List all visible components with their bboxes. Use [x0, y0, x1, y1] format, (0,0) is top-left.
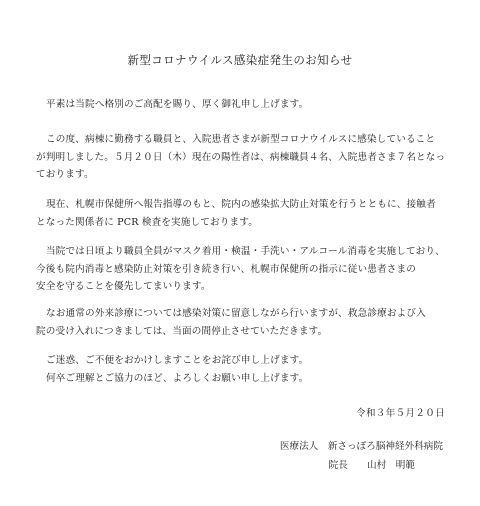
text-line: となった関係者に PCR 検査を実施しております。 [36, 216, 258, 228]
text-line: 今後も院内消毒と感染防止対策を引き続き行い、札幌市保健所の指示に従い患者さまの [36, 263, 417, 275]
text-line: なお通常の外来診療については感染対策に留意しながら行いますが、救急診療および入 [46, 308, 426, 319]
text-line: 平素は当院へ格別のご高配を賜り、厚く御礼申し上げます。 [46, 99, 309, 110]
notice-title: 新型コロナウイルス感染症発生のお知らせ [127, 53, 353, 67]
signature-name: 院長 山村 明範 [328, 460, 415, 471]
text-line: ております。 [36, 169, 94, 180]
paragraph-greeting [36, 96, 444, 114]
notice-date: 令和３年５月２０日 [355, 408, 445, 419]
signature-organization: 医療法人 新さっぽろ脳神経外科病院 [279, 441, 443, 452]
text-line: 安全を守ることを優先してまいります。 [36, 281, 211, 292]
paragraph-apology [36, 352, 444, 387]
text-line: ご迷惑、ご不便をおかけしますことをお詫び申し上げます。 [46, 355, 309, 366]
text-line: 何卒ご理解とご協力のほど、よろしくお願い申し上げます。 [46, 372, 309, 384]
text-line: が判明しました。５月２０日（木）現在の陽性者は、病棟職員４名、入院患者さま７名となっ [36, 151, 446, 163]
text-line: 当院では日頃より職員全員がマスク着用・検温・手洗い・アルコール消毒を実施しており、 [46, 246, 445, 257]
paragraph-outpatient [36, 305, 444, 340]
paragraph-infection-report [36, 131, 444, 184]
paragraph-current-measures [36, 196, 444, 231]
text-line: この度、病棟に勤務する職員と、入院患者さまが新型コロナウイルスに感染していること [46, 134, 436, 145]
text-line: 現在、札幌市保健所へ報告指導のもと、院内の感染拡大防止対策を行うとともに、接触者 [46, 199, 436, 210]
paragraph-prevention [36, 243, 444, 296]
text-line: 院の受け入れにつきましては、当面の間停止させていただきます。 [36, 325, 328, 337]
